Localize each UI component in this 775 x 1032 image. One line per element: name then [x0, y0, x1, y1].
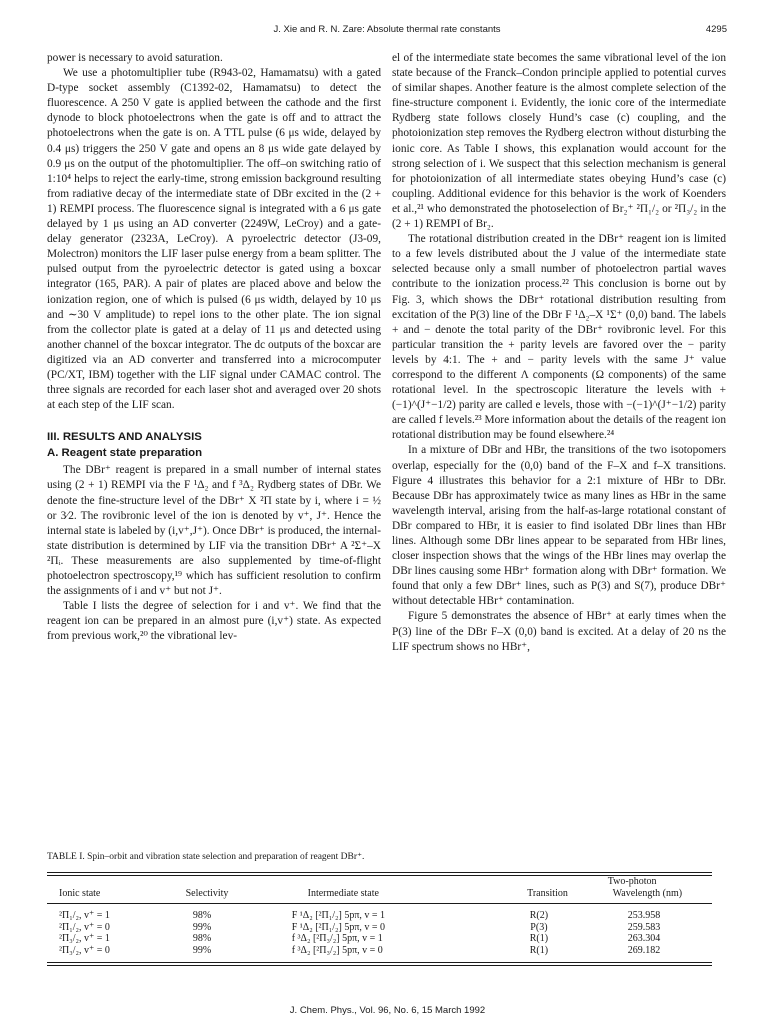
table-cell: R(1) — [529, 945, 549, 957]
table-cell: 269.182 — [627, 945, 661, 957]
subsection-heading: A. Reagent state preparation — [47, 447, 203, 460]
section-heading: III. RESULTS AND ANALYSIS — [47, 431, 202, 444]
page-number: 4295 — [705, 24, 727, 35]
table-cell: F ¹Δ₂ [²Π₁/₂] 5pπ, v = 1 — [291, 909, 386, 921]
table-group-header-row — [47, 876, 712, 888]
running-header — [47, 24, 727, 38]
table-bottom-rule — [47, 962, 712, 966]
table-row — [47, 910, 712, 922]
table-header-row — [47, 888, 712, 900]
group-header-two-photon: Two-photon — [607, 876, 657, 887]
journal-citation-footer: J. Chem. Phys., Vol. 96, No. 6, 15 March 1992 — [289, 1005, 486, 1016]
table-cell: R(1) — [529, 933, 549, 945]
column-header: Wavelength (nm) — [612, 887, 683, 899]
table-cell: f ³Δ₂ [²Π₃/₂] 5pπ, v = 1 — [291, 933, 383, 945]
table-cell: F ¹Δ₂ [²Π₁/₂] 5pπ, v = 0 — [291, 921, 386, 933]
column-header: Selectivity — [185, 887, 229, 899]
table-cell: 98% — [192, 933, 212, 945]
left-column — [47, 51, 381, 644]
table-cell: ²Π₃/₂, v⁺ = 1 — [59, 933, 110, 945]
table-cell: ²Π₁/₂, v⁺ = 1 — [59, 909, 110, 921]
paragraph: We use a photomultiplier tube (R943-02, Hamamatsu) with a gated D-type socket assembly (C1392-02, Hamamatsu) to detect the fluorescence. A 250 V gate is applied between the cathode and the first dynode to block photoelectrons when the gate is off and to attract the photoelectrons when the gate is on. A TTL pulse (6 μs wide, delayed by 0.4 μs) triggers the 250 V gate and opens an 8 μs wide gate delayed by 0.9 μs on the output of the photomultiplier. The off–on switching ratio of 1:10⁴ helps to reject the early-time, strong emission background resulting from radiative decay of the intermediate state of DBr excited in the (2 + 1) REMPI process. The fluorescence signal is integrated with a 6 μs gate delayed by 1 μs using an AD converter (2249W, LeCroy) and a gate-delay generator (2323A, LeCroy). A pyroelectric detector (J3-09, Molectron) monitors the LIF laser pulse energy from a beam splitter. The pulsed output from the pyroelectric detector is gated using a boxcar integrator (165, PAR). A pair of plates are placed above and below the ionization region, one of which is pulsed (6 μs width, delayed by 10 μs and ∼30 V amplitude) to repel ions to the other plate. The ion signal from the collector plate is gated at a delay of 11 μs and detected using another channel of the boxcar integrator. The dc outputs of the boxcar are digitized via an AD converter and transferred into a microcomputer (PC/XT, IBM) together with the LIF signal under CAMAC control. The three signals are recorded for each laser shot and averaged over 20 shots at each step of the LIF scan. — [47, 67, 381, 412]
table-cell: 253.958 — [627, 909, 661, 921]
paragraph: The DBr⁺ reagent is prepared in a small number of internal states using (2 + 1) REMPI via the F ¹Δ₂ and f ³Δ₂ Rydberg states of DBr. We denote the fine-structure level of the DBr⁺ X ²Π state by i, where i = ½ or 3⁄2. The rovibronic level of the ion is denoted by v⁺, J⁺. Hence the internal state is labeled by (i,v⁺,J⁺). Once DBr⁺ is produced, the internal-state distribution is determined by LIF via the transition DBr⁺ A ²Σ⁺–X ²Πᵢ. These measurements are also supplemented by time-of-flight photoelectron spectroscopy,¹⁹ which has sufficient resolution to confirm the assignments of i and v⁺ but not J⁺. — [47, 464, 381, 598]
table-cell: 259.583 — [627, 921, 661, 933]
paragraph: In a mixture of DBr and HBr, the transitions of the two isotopomers overlap, especially for the (0,0) band of the F–X and f–X transitions. Figure 4 illustrates this behavior for a 2:1 mixture of HBr to DBr. Because DBr has approximately twice as many lines as HBr in the same wavelength interval, arising from the half-as-large rotational constant of DBr compared to HBr, it is easier to find isolated DBr lines than HBr lines. Although some DBr lines appear to be separated from HBr lines, closer inspection shows that the wings of the HBr lines may overlap the DBr lines causing some HBr⁺ formation along with DBr⁺ formation. We found that only a few DBr⁺ lines, such as P(3) and S(7), produce DBr⁺ without detectable HBr⁺ contamination. — [392, 444, 726, 608]
table-row — [47, 933, 712, 945]
paragraph: el of the intermediate state becomes the same vibrational level of the ion state because of the Franck–Condon principle applied to potential curves of similar shapes. Another feature is the almost complete selection of the fine-structure component i. Evidently, the ionic core of the intermediate Rydberg state follows closely Hund’s case (c) coupling, and the photoionization step removes the Rydberg electron without disturbing the ionic core. As Table I shows, this explanation would account for the strong selection of i. We suspect that this selection mechanism is general for photoionization of all intermediate states obeying Hund’s case (c) coupling. Additional evidence for this behavior is the work of Koenders et al.,²¹ who demonstrated the photoselection of Br₂⁺ ²Π₁/₂ or ²Π₃/₂ in the (2 + 1) REMPI of Br₂. — [392, 52, 726, 231]
running-title: J. Xie and R. N. Zare: Absolute thermal rate constants — [273, 24, 501, 35]
paragraph: Figure 5 demonstrates the absence of HBr⁺ at early times when the P(3) line of the DBr F–X (0,0) band is excited. At a delay of 20 ns the LIF spectrum shows no HBr⁺, — [392, 610, 726, 653]
table-cell: 99% — [192, 921, 212, 933]
table-cell: ²Π₁/₂, v⁺ = 0 — [59, 921, 110, 933]
table-row — [47, 945, 712, 957]
paragraph: The rotational distribution created in the DBr⁺ reagent ion is limited to a few levels distributed about the J value of the intermediate state selected because only a small number of photoelectron partial waves contribute to the ionization process.²² This conclusion is borne out by Fig. 3, which shows the DBr⁺ rotational distribution resulting from excitation of the P(3) line of the DBr F ¹Δ₂–X ¹Σ⁺ (0,0) band. The labels + and − denote the total parity of the DBr⁺ rovibronic level. For this particular transition the + parity levels are favored over the − parity levels by 4:1. The + and − parity levels with the same J⁺ value correspond to the different Λ components (Ω components) of the same rotational level. In the spectroscopic literature the levels with +(−1)^(J⁺−1/2) parity are called e levels, those with −(−1)^(J⁺−1/2) parity are called f levels.²³ More information about the details of the reagent ion rotational distribution may be found elsewhere.²⁴ — [392, 233, 726, 442]
data-table — [47, 876, 712, 900]
table-1 — [47, 872, 712, 966]
table-cell: 99% — [192, 945, 212, 957]
table-header-rule — [47, 903, 712, 904]
table-cell: R(2) — [529, 909, 549, 921]
table-cell: ²Π₃/₂, v⁺ = 0 — [59, 945, 110, 957]
table-cell: f ³Δ₂ [²Π₃/₂] 5pπ, v = 0 — [291, 945, 383, 957]
paragraph: Table I lists the degree of selection for i and v⁺. We find that the reagent ion can be prepared in an almost pure (i,v⁺) state. As expected from previous work,²⁰ the vibrational lev- — [47, 600, 381, 643]
column-header: Ionic state — [59, 887, 101, 899]
column-header: Intermediate state — [307, 887, 379, 899]
table-cell: 263.304 — [627, 933, 661, 945]
table-cell: P(3) — [530, 921, 548, 933]
table-row — [47, 922, 712, 934]
paragraph: power is necessary to avoid saturation. — [47, 52, 223, 64]
column-header: Transition — [527, 887, 568, 899]
table-cell: 98% — [192, 909, 212, 921]
right-column — [392, 51, 726, 655]
table-caption: TABLE I. Spin–orbit and vibration state selection and preparation of reagent DBr⁺. — [47, 852, 365, 862]
data-table-body — [47, 910, 712, 957]
